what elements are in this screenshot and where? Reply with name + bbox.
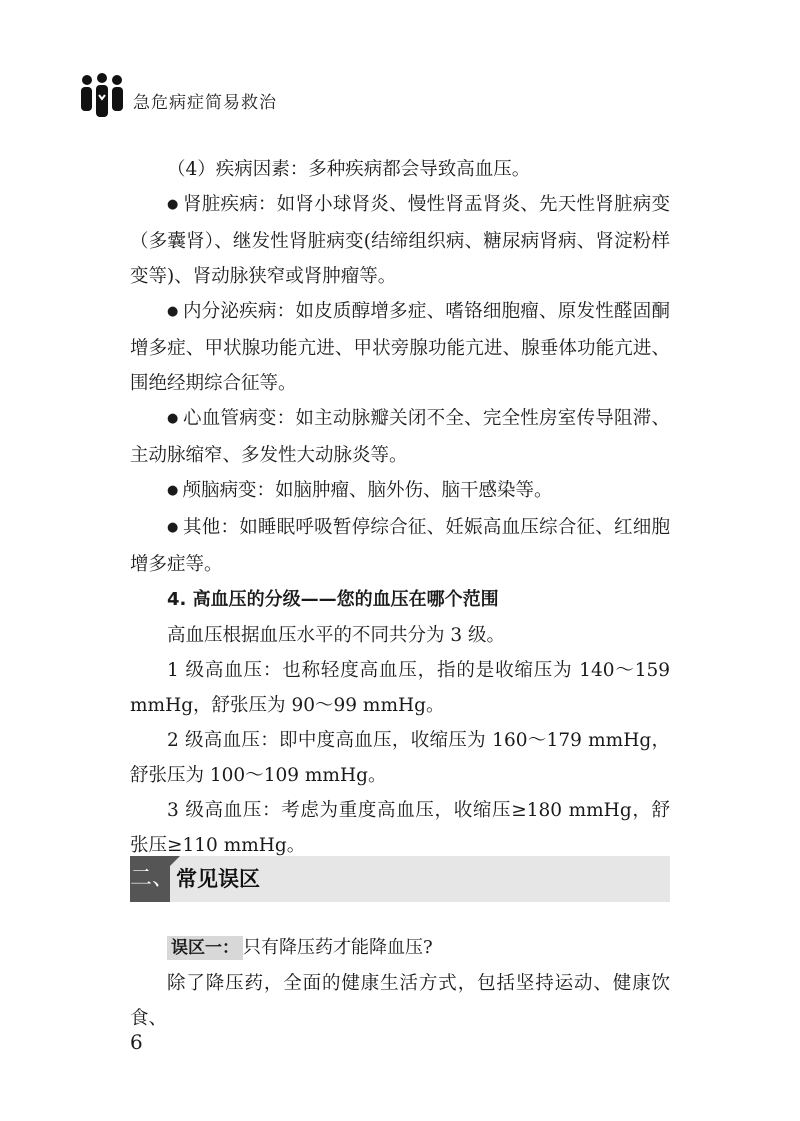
page-number: 6 xyxy=(130,1030,143,1054)
myth-block xyxy=(130,930,670,1036)
section-title: 常见误区 xyxy=(176,867,260,891)
myth-label: 误区一： xyxy=(167,936,243,960)
running-header-title: 急危病症简易救治 xyxy=(133,93,277,113)
paragraph-brain: ● 颅脑病变：如脑肿瘤、脑外伤、脑干感染等。 xyxy=(130,473,670,510)
paragraph-disease-factors: （4）疾病因素：多种疾病都会导致高血压。 xyxy=(167,159,531,180)
section-banner xyxy=(130,856,670,902)
paragraph-cardiovascular: ● 心血管病变：如主动脉瓣关闭不全、完全性房室传导阻滞、主动脉缩窄、多发性大动脉炎等。 xyxy=(130,401,670,473)
myth-question: 只有降压药才能降血压? xyxy=(243,937,433,958)
paragraph-grade-2: 2 级高血压：即中度高血压，收缩压为 160～179 mmHg，舒张压为 100～109 mmHg。 xyxy=(130,730,670,786)
paragraph-grade-1: 1 级高血压：也称轻度高血压，指的是收缩压为 140～159 mmHg，舒张压为 90～99 mmHg。 xyxy=(130,660,670,716)
myth-text: 除了降压药，全面的健康生活方式，包括坚持运动、健康饮食、 xyxy=(130,973,670,1029)
people-logo-icon xyxy=(80,73,124,119)
paragraph-endocrine: ● 内分泌疾病：如皮质醇增多症、嗜铬细胞瘤、原发性醛固酮增多症、甲状腺功能亢进、甲状旁腺功能亢进、腺垂体功能亢进、围绝经期综合征等。 xyxy=(130,294,670,401)
paragraph-other: ● 其他：如睡眠呼吸暂停综合征、妊娠高血压综合征、红细胞增多症等。 xyxy=(130,510,670,582)
paragraph-grade-3: 3 级高血压：考虑为重度高血压，收缩压≥180 mmHg，舒张压≥110 mmHg。 xyxy=(130,800,670,856)
subheading-grading: 4. 高血压的分级——您的血压在哪个范围 xyxy=(167,589,499,610)
paragraph-kidney: ● 肾脏疾病：如肾小球肾炎、慢性肾盂肾炎、先天性肾脏病变（多囊肾）、继发性肾脏病变(结缔组织病、糖尿病肾病、肾淀粉样变等)、肾动脉狭窄或肾肿瘤等。 xyxy=(130,187,670,294)
section-number: 二、 xyxy=(130,856,170,902)
paragraph-grading-intro: 高血压根据血压水平的不同共分为 3 级。 xyxy=(167,625,506,646)
body-text xyxy=(130,152,670,863)
